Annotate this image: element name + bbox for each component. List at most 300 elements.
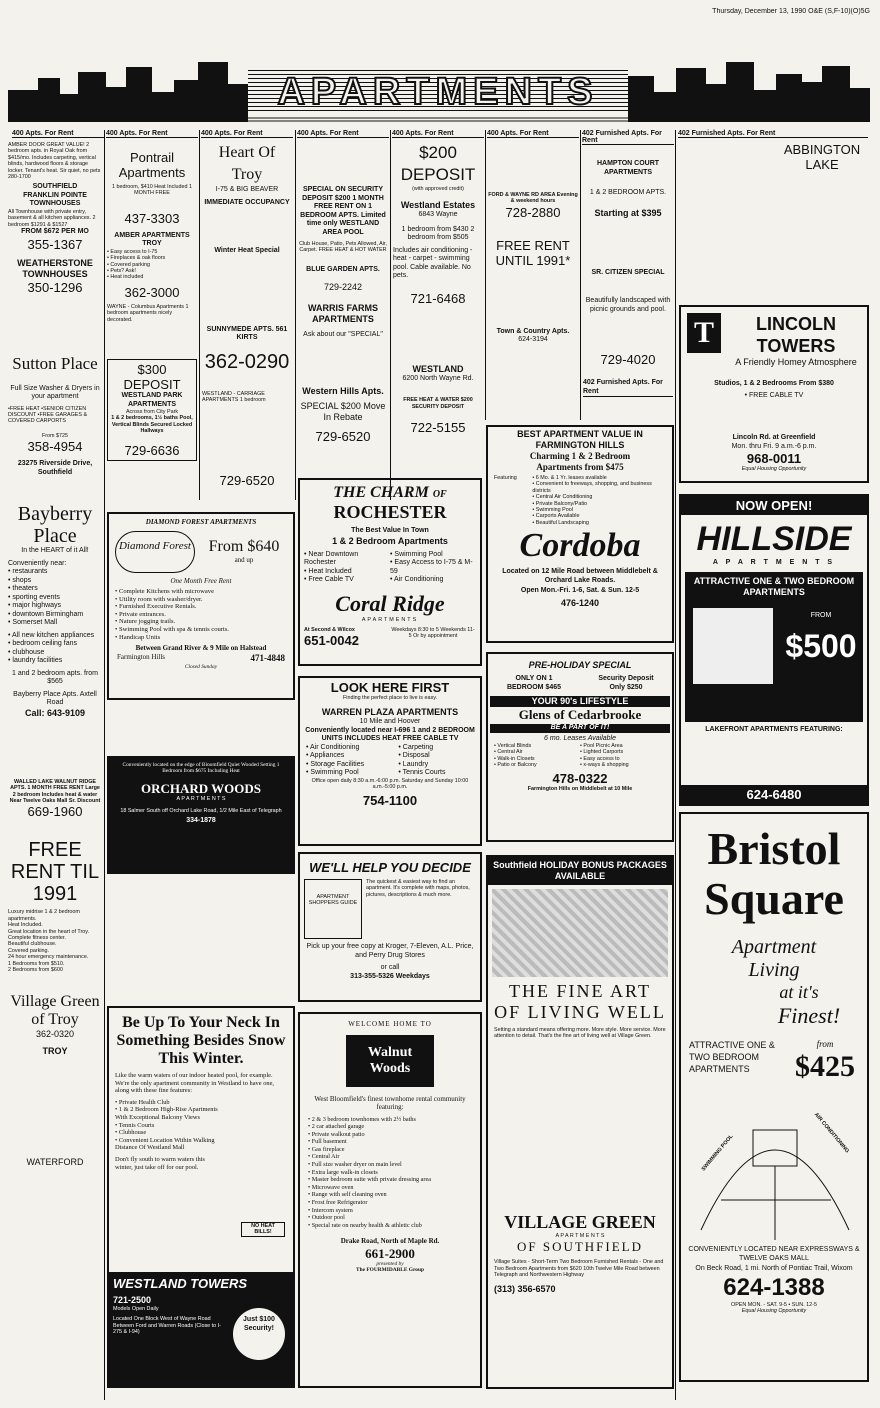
ad-body: ATTRACTIVE ONE & TWO BEDROOM APARTMENTS bbox=[693, 575, 855, 597]
list-item: • major highways bbox=[8, 602, 102, 611]
ad-title: THE FINE ART bbox=[509, 981, 651, 1001]
village-green-ad bbox=[486, 855, 674, 1389]
ad-title: BEST APARTMENT VALUE IN FARMINGTON HILLS bbox=[517, 429, 643, 450]
list-item: Covered parking. bbox=[8, 947, 50, 954]
ad-body: The quickest & easiest way to find an apartment. It's complete with maps, photos, pictures, descriptions & much more. bbox=[366, 879, 470, 898]
ad-title: FREE RENT UNTIL 1991* bbox=[495, 237, 571, 268]
ad-subtitle: A P A R T M E N T S bbox=[176, 795, 226, 802]
column-4 bbox=[298, 142, 388, 487]
list-item: • bedroom ceiling fans bbox=[8, 640, 102, 649]
ad-subtitle: A Friendly Homey Atmosphere bbox=[735, 357, 857, 367]
list-item: • Covered parking bbox=[107, 262, 197, 268]
warren-plaza-ad bbox=[298, 676, 482, 846]
ad-title: Sutton Place bbox=[12, 353, 98, 373]
list-item: • Walk-in Closets bbox=[494, 756, 580, 762]
floorplan-icon bbox=[693, 608, 773, 684]
list-item: • Central Air bbox=[494, 749, 580, 755]
ad-label: presented by bbox=[376, 1260, 404, 1267]
ad-feature-list bbox=[580, 743, 666, 769]
westland-towers-ad bbox=[107, 1006, 295, 1388]
list-item: • Microwave oven bbox=[308, 1184, 472, 1192]
list-item: • Convenient Location Within Walking Distance Of Westland Mall bbox=[115, 1137, 223, 1152]
ad-feature-list bbox=[107, 249, 197, 281]
brand-sub: OF SOUTHFIELD bbox=[516, 1239, 644, 1255]
ad-title: Village Green of Troy bbox=[10, 993, 100, 1029]
list-item: • Carports Available bbox=[532, 513, 666, 519]
list-item: Luxury midrise 1 & 2 bedroom apartments. bbox=[8, 909, 80, 922]
list-item: • Swimming Pool bbox=[390, 551, 476, 560]
ad-phone: 350-1296 bbox=[27, 279, 83, 295]
ad-special: SPECIAL ON SECURITY DEPOSIT $200 1 MONTH FREE RENT ON 1 BEDROOM APTS. Limited time only WESTLAND AREA POOL bbox=[300, 186, 386, 236]
ad-phone: (313) 356-6570 bbox=[494, 1284, 556, 1295]
ad-title: ROCHESTER bbox=[333, 502, 447, 522]
list-item: • Utility room with washer/dryer. bbox=[115, 596, 287, 604]
classified-ad: WESTLAND - CARRIAGE APARTMENTS 1 bedroom bbox=[202, 390, 266, 403]
ad-title: DIAMOND FOREST APARTMENTS bbox=[145, 518, 257, 526]
ad-address: 10 Mile and Hoover bbox=[359, 718, 421, 726]
ad-body: IMMEDIATE OCCUPANCY bbox=[204, 198, 290, 206]
brand-logo: VILLAGE GREEN bbox=[504, 1211, 656, 1232]
ad-body: All Townhouse with private entry, basement & all kitchen appliances. 2 bedroom $1291 & $1527 bbox=[8, 208, 96, 228]
ad-feature-list bbox=[532, 475, 666, 526]
cordoba-ad bbox=[486, 425, 674, 643]
ad-subtitle: Across from City Park bbox=[125, 409, 179, 416]
list-item: • Swimming Pool with spa & tennis courts. bbox=[115, 626, 287, 634]
list-item: • Easy access to bbox=[580, 756, 666, 762]
ad-tagline: Living bbox=[748, 959, 800, 981]
list-item: • x-ways & shopping bbox=[580, 762, 666, 768]
ad-eho: Equal Housing Opportunity bbox=[741, 1307, 807, 1314]
ad-city: Farmington Hills bbox=[117, 652, 166, 661]
ad-address: At Second & Wilcox bbox=[304, 626, 355, 633]
ad-title: Town & Country Apts. bbox=[496, 327, 570, 335]
ad-body: LAKEFRONT APARTMENTS FEATURING: bbox=[705, 725, 843, 733]
column-header: 400 Apts. For Rent bbox=[106, 130, 198, 138]
ad-special: ONLY ON 1 BEDROOM $465 bbox=[506, 675, 562, 691]
map-label: AIR CONDITIONING bbox=[813, 1111, 851, 1155]
ad-phone: 729-4020 bbox=[600, 352, 656, 367]
ad-title: WESTLAND PARK APARTMENTS bbox=[121, 392, 183, 408]
ad-address: 6200 North Wayne Rd. bbox=[402, 374, 474, 382]
list-item: • Gas fireplace bbox=[308, 1146, 472, 1154]
ad-phone: 651-0042 bbox=[304, 633, 359, 649]
ad-phone: Call: 643-9109 bbox=[24, 707, 86, 718]
ad-phone: 721-2500 bbox=[113, 1295, 152, 1305]
ad-phone: 729-6520 bbox=[315, 428, 371, 444]
ad-hours: Models Open Daily bbox=[113, 1306, 159, 1312]
column-header: 402 Furnished Apts. For Rent bbox=[678, 130, 868, 138]
ad-phone: 729-6520 bbox=[219, 473, 275, 489]
guide-cover: APARTMENT SHOPPERS GUIDE bbox=[304, 879, 362, 939]
ad-title: SUNNYMEDE APTS. 561 KIRTS bbox=[206, 325, 288, 341]
ad-price: 1 bedroom from $430 2 bedroom from $505 bbox=[401, 225, 475, 242]
ad-special: Ask about our "SPECIAL" bbox=[303, 331, 383, 339]
ad-subtitle: Finding the perfect place to live is easy. bbox=[343, 695, 437, 701]
ad-title: Bayberry Place bbox=[17, 503, 93, 548]
list-item: • downtown Birmingham bbox=[8, 611, 102, 620]
list-item: • Range with self cleaning oven bbox=[308, 1191, 472, 1199]
list-item: • Extra large walk-in closets bbox=[308, 1169, 472, 1177]
ad-photo-panel bbox=[685, 572, 863, 722]
list-item: • Convenient to freeways, shopping, and business districts bbox=[532, 481, 666, 494]
ad-price: 1 and 2 bedroom apts. from $565 bbox=[12, 669, 98, 686]
ad-special: SPECIAL $200 Move In Rebate bbox=[300, 400, 386, 422]
ad-title: WARRIS FARMS APARTMENTS bbox=[307, 303, 378, 325]
ad-price: and up bbox=[234, 556, 254, 565]
column-header: 400 Apts. For Rent bbox=[487, 130, 579, 138]
ad-body: Setting a standard means offering more. More style. More service. More attention to detail. That's the fine art of living well at Village Green. bbox=[494, 1027, 666, 1040]
diamond-forest-ad bbox=[107, 512, 295, 700]
ad-title: BLUE GARDEN APTS. bbox=[306, 265, 380, 273]
hillside-ad bbox=[679, 494, 869, 806]
ad-body: ATTRACTIVE ONE & TWO BEDROOM APARTMENTS bbox=[689, 1040, 775, 1074]
masthead-title: APARTMENTS bbox=[248, 70, 628, 114]
ad-title: LINCOLN TOWERS bbox=[756, 314, 836, 356]
ad-banner: Southfield HOLIDAY BONUS PACKAGES AVAILABLE bbox=[488, 857, 672, 885]
list-item: • Free Cable TV bbox=[304, 576, 390, 585]
ad-price: $500 bbox=[785, 627, 857, 664]
ad-address: 18 Salmer South off Orchard Lake Road, 1/2 Mile East of Telegraph bbox=[120, 808, 282, 815]
column-header: 402 Furnished Apts. For Rent bbox=[582, 130, 674, 145]
list-item: • clubhouse bbox=[8, 649, 102, 658]
ad-body: Village Suites - Short-Term Two Bedroom Furnished Rentals - One and Two Bedroom Apartments from $620 10th Twelve Mile Road between Telegraph and Northwestern Highway bbox=[494, 1259, 664, 1279]
ad-address: Lincoln Rd. at Greenfield bbox=[732, 434, 816, 441]
ad-price: From $640 bbox=[208, 538, 280, 556]
bristol-square-ad bbox=[679, 812, 869, 1382]
ad-body: Conveniently near: bbox=[8, 559, 67, 567]
list-item: 1 Bedrooms from $510. bbox=[8, 960, 65, 967]
ad-title: HAMPTON COURT APARTMENTS bbox=[596, 160, 660, 176]
shoppers-guide-ad bbox=[298, 852, 482, 1002]
ad-city: WATERFORD bbox=[26, 1157, 84, 1168]
list-item: • Tennis Courts bbox=[115, 1122, 223, 1130]
brand-logo: Walnut Woods bbox=[346, 1035, 434, 1087]
ad-banner: NOW OPEN! bbox=[681, 496, 867, 515]
ad-address: On Beck Road, 1 mi. North of Pontiac Trail, Wixom bbox=[695, 1265, 853, 1272]
ad-body: FREE HEAT & WATER $200 SECURITY DEPOSIT bbox=[403, 397, 473, 410]
ad-body: Like the warm waters of our indoor heated pool, for example. We're the only apartment community in Westland to have one, along with these fine features: bbox=[115, 1072, 275, 1095]
list-item: • Fireplaces & oak floors bbox=[107, 255, 197, 261]
ad-subtitle: In the HEART of it All! bbox=[21, 547, 89, 555]
ad-title: ABBINGTON LAKE bbox=[783, 142, 861, 172]
list-item: • Central Air Conditioning bbox=[532, 494, 666, 500]
column-2 bbox=[107, 142, 197, 512]
ad-phone: 362-0320 bbox=[35, 1029, 75, 1040]
ad-subtitle: 1 & 2 Bedroom Apartments bbox=[332, 535, 448, 546]
brand-logo: Diamond Forest bbox=[115, 531, 195, 573]
classified-ad: WALLED LAKE WALNUT RIDGE APTS. 1 MONTH FREE RENT Large 2 bedroom Includes heat & water Near Twelve Oaks Mall Sr. Discount bbox=[9, 778, 101, 804]
ad-title: Pontrail Apartments bbox=[118, 150, 186, 180]
ad-badge: Just $100 Security! bbox=[233, 1308, 285, 1360]
ad-subtitle: West Bloomfield's finest townhome rental community featuring: bbox=[314, 1094, 466, 1111]
site-map bbox=[691, 1090, 857, 1240]
ad-feature-list bbox=[115, 588, 287, 641]
list-item: Beautiful clubhouse. bbox=[8, 941, 57, 948]
brand-sub: APARTMENTS bbox=[361, 616, 419, 623]
ad-hours: Open Mon.-Fri. 1-6, Sat. & Sun. 12-5 bbox=[520, 587, 640, 595]
list-item: • Lighted Carports bbox=[580, 749, 666, 755]
ad-features: •FREE HEAT •SENIOR CITIZEN DISCOUNT •FREE GARAGES & COVERED CARPORTS bbox=[8, 405, 88, 425]
cedarbrooke-ad bbox=[486, 652, 674, 842]
list-item: 2 Bedrooms from $600 bbox=[8, 967, 63, 974]
list-item: 24 hour emergency maintenance. bbox=[8, 954, 89, 961]
column-header: 402 Furnished Apts. For Rent bbox=[583, 379, 673, 397]
column-8 bbox=[678, 142, 870, 272]
ad-title: Western Hills Apts. bbox=[302, 385, 384, 396]
ad-address: 23275 Riverside Drive, Southfield bbox=[17, 460, 93, 476]
ad-phone: 754-1100 bbox=[362, 792, 418, 808]
ad-city: SOUTHFIELD bbox=[32, 183, 78, 191]
list-item: • Patio or Balcony bbox=[494, 762, 580, 768]
ad-address: Farmington Hills on Middlebelt at 10 Mile bbox=[527, 785, 633, 792]
ad-badge: NO HEAT BILLS! bbox=[241, 1222, 285, 1237]
ad-phone: 471-4848 bbox=[250, 652, 285, 663]
brand-logo: Cordoba bbox=[519, 527, 641, 565]
ad-hours: Closed Sunday bbox=[184, 663, 218, 670]
ad-title: HILLSIDE bbox=[696, 520, 852, 558]
ad-price: $425 bbox=[795, 1050, 855, 1083]
ad-body: FORD & WAYNE RD AREA Evening & weekend hours bbox=[488, 192, 578, 205]
list-item: • Somerset Mall bbox=[8, 619, 102, 628]
building-illustration bbox=[492, 889, 668, 977]
ad-phone: 624-6480 bbox=[681, 785, 867, 804]
ad-title: WEATHERSTONE TOWNHOUSES bbox=[17, 257, 93, 279]
ad-address: Between Grand River & 9 Mile on Halstead bbox=[135, 644, 267, 653]
ad-phone: 624-1388 bbox=[723, 1273, 825, 1301]
list-item: • 1 & 2 Bedroom High-Rise Apartments With Exceptional Balcony Views bbox=[115, 1106, 223, 1121]
column-7 bbox=[583, 142, 673, 422]
brand-sub: A P A R T M E N T S bbox=[555, 1232, 605, 1239]
ad-phone: 624-3194 bbox=[518, 336, 548, 344]
ad-phone: 313-355-5326 Weekdays bbox=[350, 972, 430, 980]
ad-feature-list bbox=[8, 632, 102, 666]
ad-title: LOOK HERE FIRST bbox=[330, 680, 450, 695]
list-item: • Easy Access to I-75 & M-59 bbox=[390, 559, 476, 576]
ad-phone: 478-0322 bbox=[552, 770, 608, 786]
column-3 bbox=[202, 142, 292, 512]
brand-logo: WESTLAND TOWERS bbox=[113, 1276, 248, 1291]
ad-body: 1 bedroom, $410 Heat Included 1 MONTH FREE bbox=[111, 184, 193, 197]
ad-phone: 729-6636 bbox=[124, 442, 180, 458]
list-item: • Swimming Pool bbox=[532, 507, 666, 513]
ad-feature-list bbox=[109, 1099, 229, 1152]
list-item: Great location in the heart of Troy. bbox=[8, 928, 90, 935]
list-item: • Heat Included bbox=[304, 568, 390, 577]
list-item: • Appliances bbox=[306, 752, 398, 761]
list-item: • 2 car attached garage bbox=[308, 1123, 472, 1131]
ad-feature-list bbox=[398, 744, 474, 778]
ad-special: One Month Free Rent bbox=[170, 576, 232, 585]
list-item: • Vertical Blinds bbox=[494, 743, 580, 749]
ad-price-label: FROM bbox=[810, 611, 832, 619]
ad-subtitle: The Best Value In Town bbox=[351, 527, 429, 534]
column-header: 400 Apts. For Rent bbox=[392, 130, 484, 138]
ad-body: Conveniently located near I-696 1 and 2 BEDROOM UNITS INCLUDES HEAT FREE CABLE TV bbox=[305, 726, 475, 743]
ad-body: CONVENIENTLY LOCATED NEAR EXPRESSWAYS & TWELVE OAKS MALL bbox=[688, 1246, 860, 1262]
ad-body: 1 & 2 bedrooms, 1½ baths Pool, Vertical Blinds Secured Locked Hallways bbox=[111, 415, 193, 435]
ad-tagline: Apartment bbox=[731, 936, 817, 958]
ad-price: From $725 bbox=[41, 432, 69, 439]
map-label: SWIMMING POOL bbox=[700, 1133, 735, 1173]
ad-subtitle: I-75 & BIG BEAVER bbox=[215, 186, 279, 193]
ad-box bbox=[107, 359, 197, 461]
ad-body: Includes air conditioning - heat - carpet - swimming pool. Cable available. No pets. bbox=[393, 246, 473, 280]
list-item: • Easy access to I-75 bbox=[107, 249, 197, 255]
list-item: • All new kitchen appliances bbox=[8, 632, 102, 641]
ad-title: WELCOME HOME TO bbox=[348, 1020, 432, 1028]
ad-banner: YOUR 90's LIFESTYLE bbox=[490, 696, 670, 707]
list-item: • Laundry bbox=[398, 761, 474, 770]
ad-special: Winter Heat Special bbox=[214, 247, 280, 254]
ad-label: Featuring bbox=[494, 475, 517, 481]
list-item: • Handicap Units bbox=[115, 634, 287, 642]
ad-title: Bristol bbox=[707, 823, 841, 874]
ad-footer bbox=[109, 1272, 293, 1386]
ad-phone: 661-2900 bbox=[365, 1245, 415, 1261]
list-item: • Air Conditioning bbox=[390, 576, 476, 585]
list-item: • theaters bbox=[8, 585, 102, 594]
ad-subtitle: 1 & 2 BEDROOM APTS. bbox=[589, 189, 667, 196]
ad-hours: Office open daily 8:30 a.m.-6:00 p.m. Saturday and Sunday 10:00 a.m.-5:00 p.m. bbox=[311, 777, 469, 791]
ad-title: WE'LL HELP YOU DECIDE bbox=[309, 860, 471, 875]
ad-title: Heart Of Troy bbox=[218, 144, 276, 183]
ad-tagline: Finest! bbox=[777, 1003, 841, 1028]
ad-title: Square bbox=[704, 873, 844, 924]
ad-feature-list bbox=[300, 1112, 480, 1234]
list-item: • Full basement bbox=[308, 1138, 472, 1146]
ad-label: or call bbox=[380, 964, 400, 971]
ad-feature-list bbox=[494, 743, 580, 769]
ad-address: 6843 Wayne bbox=[418, 211, 458, 219]
ad-address: Located One Block West of Wayne Road Between Ford and Warren Roads (Close to I-275 & I-94) bbox=[113, 1316, 221, 1336]
ad-eho: Equal Housing Opportunity bbox=[741, 466, 807, 472]
list-item: • Intercom system bbox=[308, 1207, 472, 1215]
ad-phone: 358-4954 bbox=[27, 439, 83, 455]
ad-hours: Weekdays 8:30 to 5 Weekends 11-5 Or by appointment bbox=[391, 626, 475, 640]
ad-body: Beautifully landscaped with picnic grounds and pool. bbox=[585, 297, 671, 313]
ad-feature-list bbox=[8, 568, 102, 628]
list-item: • Central Air bbox=[308, 1153, 472, 1161]
list-item: • Full size washer dryer on main level bbox=[308, 1161, 472, 1169]
list-item: • Nature jogging trails. bbox=[115, 618, 287, 626]
ad-title: Be Up To Your Neck In Something Besides Snow This Winter. bbox=[116, 1014, 286, 1067]
ad-hours: Mon. thru Fri. 9 a.m.-6 p.m. bbox=[731, 442, 817, 450]
ad-body: Full Size Washer & Dryers in your apartment bbox=[10, 384, 100, 401]
list-item: • Disposal bbox=[398, 752, 474, 761]
ad-special: Security Deposit Only $250 bbox=[598, 675, 654, 691]
orchard-woods-ad bbox=[107, 756, 295, 874]
ad-price: FROM $672 PER MO bbox=[21, 228, 89, 236]
ad-title: $300 DEPOSIT bbox=[123, 362, 181, 393]
list-item: • Furnished Executive Rentals. bbox=[115, 603, 287, 611]
ad-body: Don't fly south to warm waters this winter, just take off for our pool. bbox=[115, 1155, 205, 1171]
ad-body: Club House, Patio, Pets Allowed, Air, Carpet. FREE HEAT & HOT WATER bbox=[299, 241, 387, 254]
ad-subtitle: Charming 1 & 2 Bedroom bbox=[529, 451, 631, 461]
ad-feature-list bbox=[304, 551, 390, 585]
ad-phone: 729-2242 bbox=[323, 282, 363, 293]
ad-title: Glens of Cedarbrooke bbox=[518, 707, 642, 722]
ad-body: • FREE CABLE TV bbox=[744, 391, 804, 399]
ad-body: Conveniently located on the edge of Bloomfield Quiet Wooded Setting 1 Bedroom from $675 Including Heat bbox=[122, 762, 280, 775]
column-header: 400 Apts. For Rent bbox=[12, 130, 104, 138]
ad-phone: 722-5155 bbox=[410, 420, 466, 436]
ad-address: Drake Road, North of Maple Rd. bbox=[340, 1237, 440, 1246]
ad-phone: 721-6468 bbox=[410, 290, 466, 306]
ad-title: Westland Estates bbox=[400, 200, 476, 211]
ad-phone: 437-3303 bbox=[124, 210, 180, 226]
list-item: • Frost free Refrigerator bbox=[308, 1199, 472, 1207]
ad-phone: 476-1240 bbox=[560, 597, 600, 608]
ad-hours: OPEN MON. - SAT. 9-5 • SUN. 12-5 bbox=[731, 1301, 817, 1308]
ad-phone: 728-2880 bbox=[505, 204, 561, 220]
list-item: • Outdoor pool bbox=[308, 1214, 472, 1222]
ad-special: BE A PART OF IT! bbox=[490, 724, 670, 733]
ad-banner: PRE-HOLIDAY SPECIAL bbox=[528, 660, 632, 670]
column-header: 400 Apts. For Rent bbox=[297, 130, 389, 138]
ad-special: SR. CITIZEN SPECIAL bbox=[591, 268, 665, 276]
building-icon: T bbox=[687, 313, 721, 353]
list-item: • Private Balcony/Patio bbox=[532, 501, 666, 507]
ad-address: Located on 12 Mile Road between Middlebelt & Orchard Lake Roads. bbox=[502, 568, 658, 584]
list-item: • Special rate on nearby health & athletic club bbox=[308, 1222, 472, 1230]
list-item: • Private walkout patio bbox=[308, 1131, 472, 1139]
ad-title: OF LIVING WELL bbox=[494, 1002, 666, 1022]
list-item: • Private entrances. bbox=[115, 611, 287, 619]
list-item: • Pool Picnic Area bbox=[580, 743, 666, 749]
ad-title: WESTLAND bbox=[412, 363, 464, 374]
list-item: • Carpeting bbox=[398, 744, 474, 753]
ad-feature-list bbox=[390, 551, 476, 585]
ad-feature-list bbox=[306, 744, 398, 778]
ad-title: THE CHARM bbox=[333, 484, 429, 501]
list-item: • Pets? Ask! bbox=[107, 268, 197, 274]
ad-price: Starting at $395 bbox=[594, 207, 662, 218]
ad-title: OF bbox=[432, 489, 447, 500]
ad-subtitle: (with approved credit) bbox=[412, 186, 464, 192]
ad-phone: 362-0290 bbox=[204, 350, 290, 373]
list-item: • shops bbox=[8, 577, 102, 586]
ad-price-label: from bbox=[816, 1039, 834, 1049]
ad-address: Bayberry Place Apts. Axtell Road bbox=[13, 690, 97, 707]
ad-title: FRANKLIN POINTE TOWNHOUSES bbox=[23, 191, 87, 208]
list-item: • Swimming Pool bbox=[306, 769, 398, 778]
list-item: • Complete Kitchens with microwave bbox=[115, 588, 287, 596]
list-item: • restaurants bbox=[8, 568, 102, 577]
ad-price: Apartments from $475 bbox=[536, 462, 624, 472]
list-item: • Private Health Club bbox=[115, 1099, 223, 1107]
list-item: • Tennis Courts bbox=[398, 769, 474, 778]
ad-title: FREE RENT TIL 1991 bbox=[10, 839, 100, 906]
ad-phone: 355-1367 bbox=[27, 236, 83, 252]
page-folio: Thursday, December 13, 1990 O&E (S,F-10)(O)5G bbox=[712, 8, 870, 15]
ad-subtitle: A P A R T M E N T S bbox=[712, 559, 836, 566]
ad-body: 6 mo. Leases Available bbox=[544, 734, 616, 742]
ad-title: WARREN PLAZA APARTMENTS bbox=[321, 707, 459, 718]
list-item: • Master bedroom suite with private dressing area bbox=[308, 1176, 472, 1184]
ad-body: Pick up your free copy at Kroger, 7-Eleven, A.L. Price, and Perry Drug Stores bbox=[306, 943, 474, 959]
brand-logo: Coral Ridge bbox=[335, 590, 445, 616]
ad-phone: 968-0011 bbox=[746, 451, 802, 466]
ad-title: AMBER APARTMENTS TROY bbox=[114, 231, 190, 248]
ad-feature-list bbox=[8, 909, 102, 973]
list-item: • Near Downtown Rochester bbox=[304, 551, 390, 568]
company-logo: The FOURMIDABLE Group bbox=[356, 1267, 424, 1274]
list-item: • Clubhouse bbox=[115, 1129, 223, 1137]
list-item: • Storage Facilities bbox=[306, 761, 398, 770]
ad-title: $200 DEPOSIT bbox=[400, 143, 476, 184]
column-5 bbox=[393, 142, 483, 467]
list-item: • Beautiful Landscaping bbox=[532, 520, 666, 526]
